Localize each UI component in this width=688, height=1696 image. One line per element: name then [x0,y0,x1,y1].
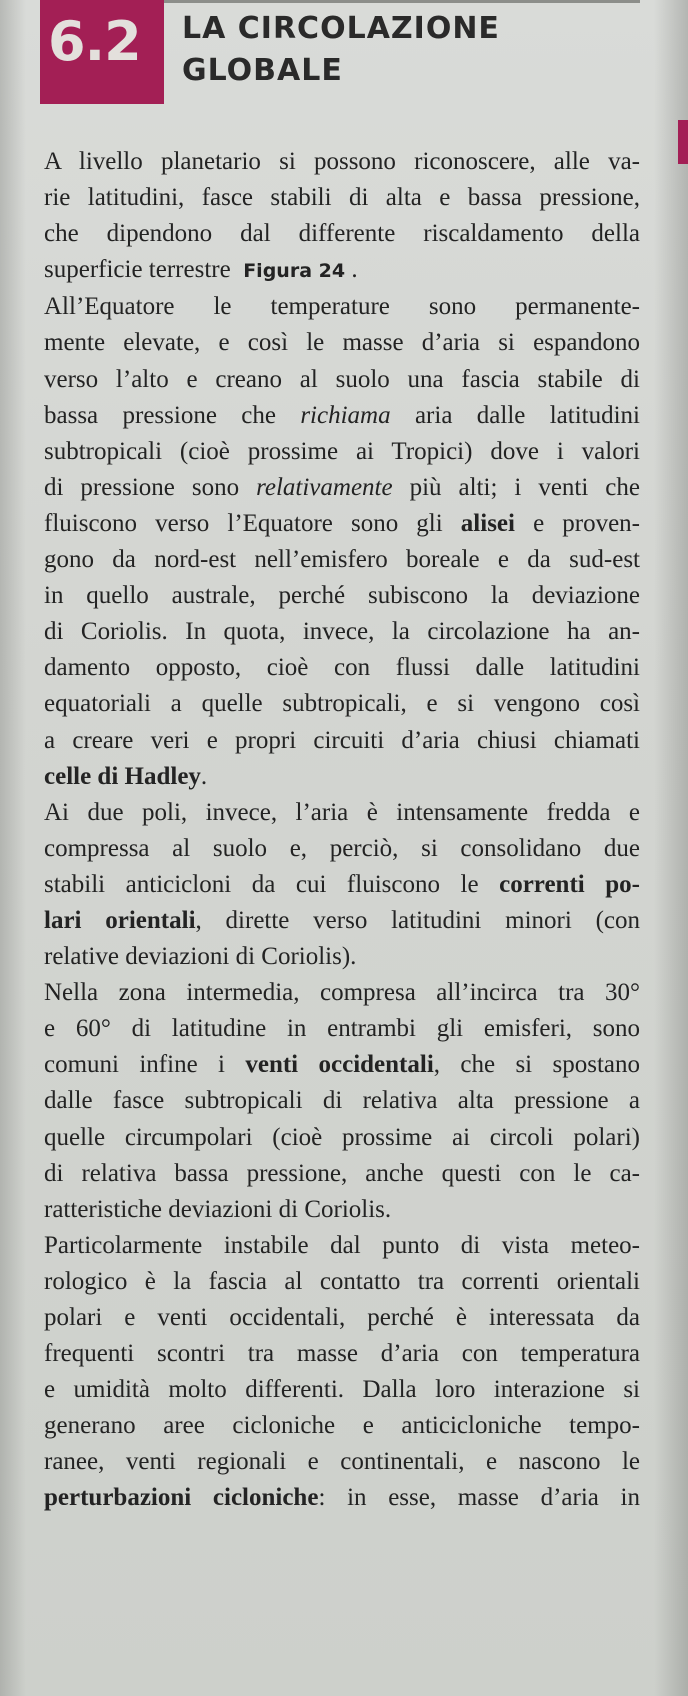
text-line-segment: aria dalle latitudini [390,401,640,429]
text-line-segment: comuni infine i [44,1051,246,1079]
text-line: gono da nord-est nell’emisfero boreale e da sud-est [44,546,640,574]
text-line: All’Equatore le temperature sono permanente- [44,293,640,321]
text-line [44,506,640,542]
text-line: di Coriolis. In quota, invece, la circolazione ha an- [44,618,640,646]
emphasis-richiama: richiama [300,401,391,429]
paragraph-2 [44,289,640,794]
keyword-perturbazioni-cicloniche: perturbazioni cicloniche [44,1484,319,1512]
text-line: in quello australe, perché subiscono la deviazione [44,582,640,610]
text-line: damento opposto, cioè con flussi dalle latitudini [44,654,640,682]
page-edge-shadow-left [0,0,26,1696]
text-line [44,398,640,434]
text-line [44,252,640,289]
section-number: 6.2 [48,10,141,73]
text-line: subtropicali (cioè prossime ai Tropici) dove i valori [44,437,640,465]
section-title [182,8,500,92]
text-line-segment: bassa pressione che [44,401,301,429]
text-line-segment: : in esse, masse d’aria in [318,1484,640,1512]
text-line-segment: . [200,762,208,790]
text-line [44,470,640,506]
text-line: rologico è la fascia al contatto tra correnti orientali [44,1267,640,1295]
emphasis-relativamente: relativamente [256,473,393,501]
text-line [44,1480,640,1516]
text-line [44,867,640,903]
text-line-segment: di pressione sono [44,473,257,501]
section-title-line1: LA CIRCOLAZIONE [182,11,500,46]
text-line: che dipendono dal differente riscaldamento della [44,220,640,248]
text-line-segment: e proven- [514,509,640,537]
text-line: mente elevate, e così le masse d’aria si espandono [44,329,640,357]
keyword-venti-occidentali: venti occidentali [245,1051,434,1079]
text-line-segment: fluiscono verso l’Equatore sono gli [44,509,461,537]
text-line: ratteristiche deviazioni di Coriolis. [44,1195,392,1223]
text-line: Particolarmente instabile dal punto di vista meteo- [44,1231,640,1259]
text-line-segment: , che si spostano [433,1051,640,1079]
text-line: rie latitudini, fasce stabili di alta e bassa pressione, [44,184,640,212]
text-line-segment: superficie terrestre [44,256,231,284]
paragraph-3 [44,795,640,975]
text-line-segment: stabili anticicloni da cui fluiscono le [44,870,500,898]
page-edge-shadow-right [654,0,688,1696]
text-line: quelle circumpolari (cioè prossime ai circoli polari) [44,1123,640,1151]
text-line: Ai due poli, invece, l’aria è intensamente fredda e [44,798,640,826]
text-line: compressa al suolo e, perciò, si consolidano due [44,834,640,862]
text-line: a creare veri e propri circuiti d’aria chiusi chiamati [44,726,640,754]
text-line [44,1047,640,1083]
text-line: frequenti scontri tra masse d’aria con temperatura [44,1340,640,1368]
text-line: e 60° di latitudine in entrambi gli emisferi, sono [44,1015,640,1043]
text-line: polari e venti occidentali, perché è interessata da [44,1304,640,1331]
figure-reference-link[interactable]: Figura 24 [243,260,346,283]
text-line-segment: , dirette verso latitudini minori (con [195,906,640,934]
text-line: relative deviazioni di Coriolis). [44,943,357,971]
text-line: di relativa bassa pressione, anche questi con le ca- [44,1159,640,1187]
keyword-alisei: alisei [460,509,515,537]
text-line: A livello planetario si possono riconoscere, alle va- [44,148,640,175]
text-line: dalle fasce subtropicali di relativa alta pressione a [44,1087,640,1115]
text-line [44,759,640,795]
text-line-segment: più alti; i venti che [392,473,640,501]
keyword-orientali: lari orientali [44,906,196,934]
text-line: verso l’alto e creano al suolo una fascia stabile di [44,365,640,393]
section-title-line2: GLOBALE [182,53,343,88]
text-line: generano aree cicloniche e anticicloniche tempo- [44,1412,640,1440]
keyword-celle-di-hadley: celle di Hadley [44,762,201,790]
text-line: e umidità molto differenti. Dalla loro interazione si [44,1376,640,1404]
margin-tab-marker [678,120,688,164]
text-line: ranee, venti regionali e continentali, e nascono le [44,1448,640,1476]
keyword-correnti-polari: correnti po- [499,870,640,898]
paragraph-1 [44,144,640,289]
text-line [44,903,640,939]
text-line-segment: . [345,256,358,284]
paragraph-5 [44,1228,640,1517]
text-line: Nella zona intermedia, compresa all’incirca tra 30° [44,979,640,1007]
text-line: equatoriali a quelle subtropicali, e si vengono così [44,690,640,718]
body-text [44,144,640,1517]
paragraph-4 [44,975,640,1228]
